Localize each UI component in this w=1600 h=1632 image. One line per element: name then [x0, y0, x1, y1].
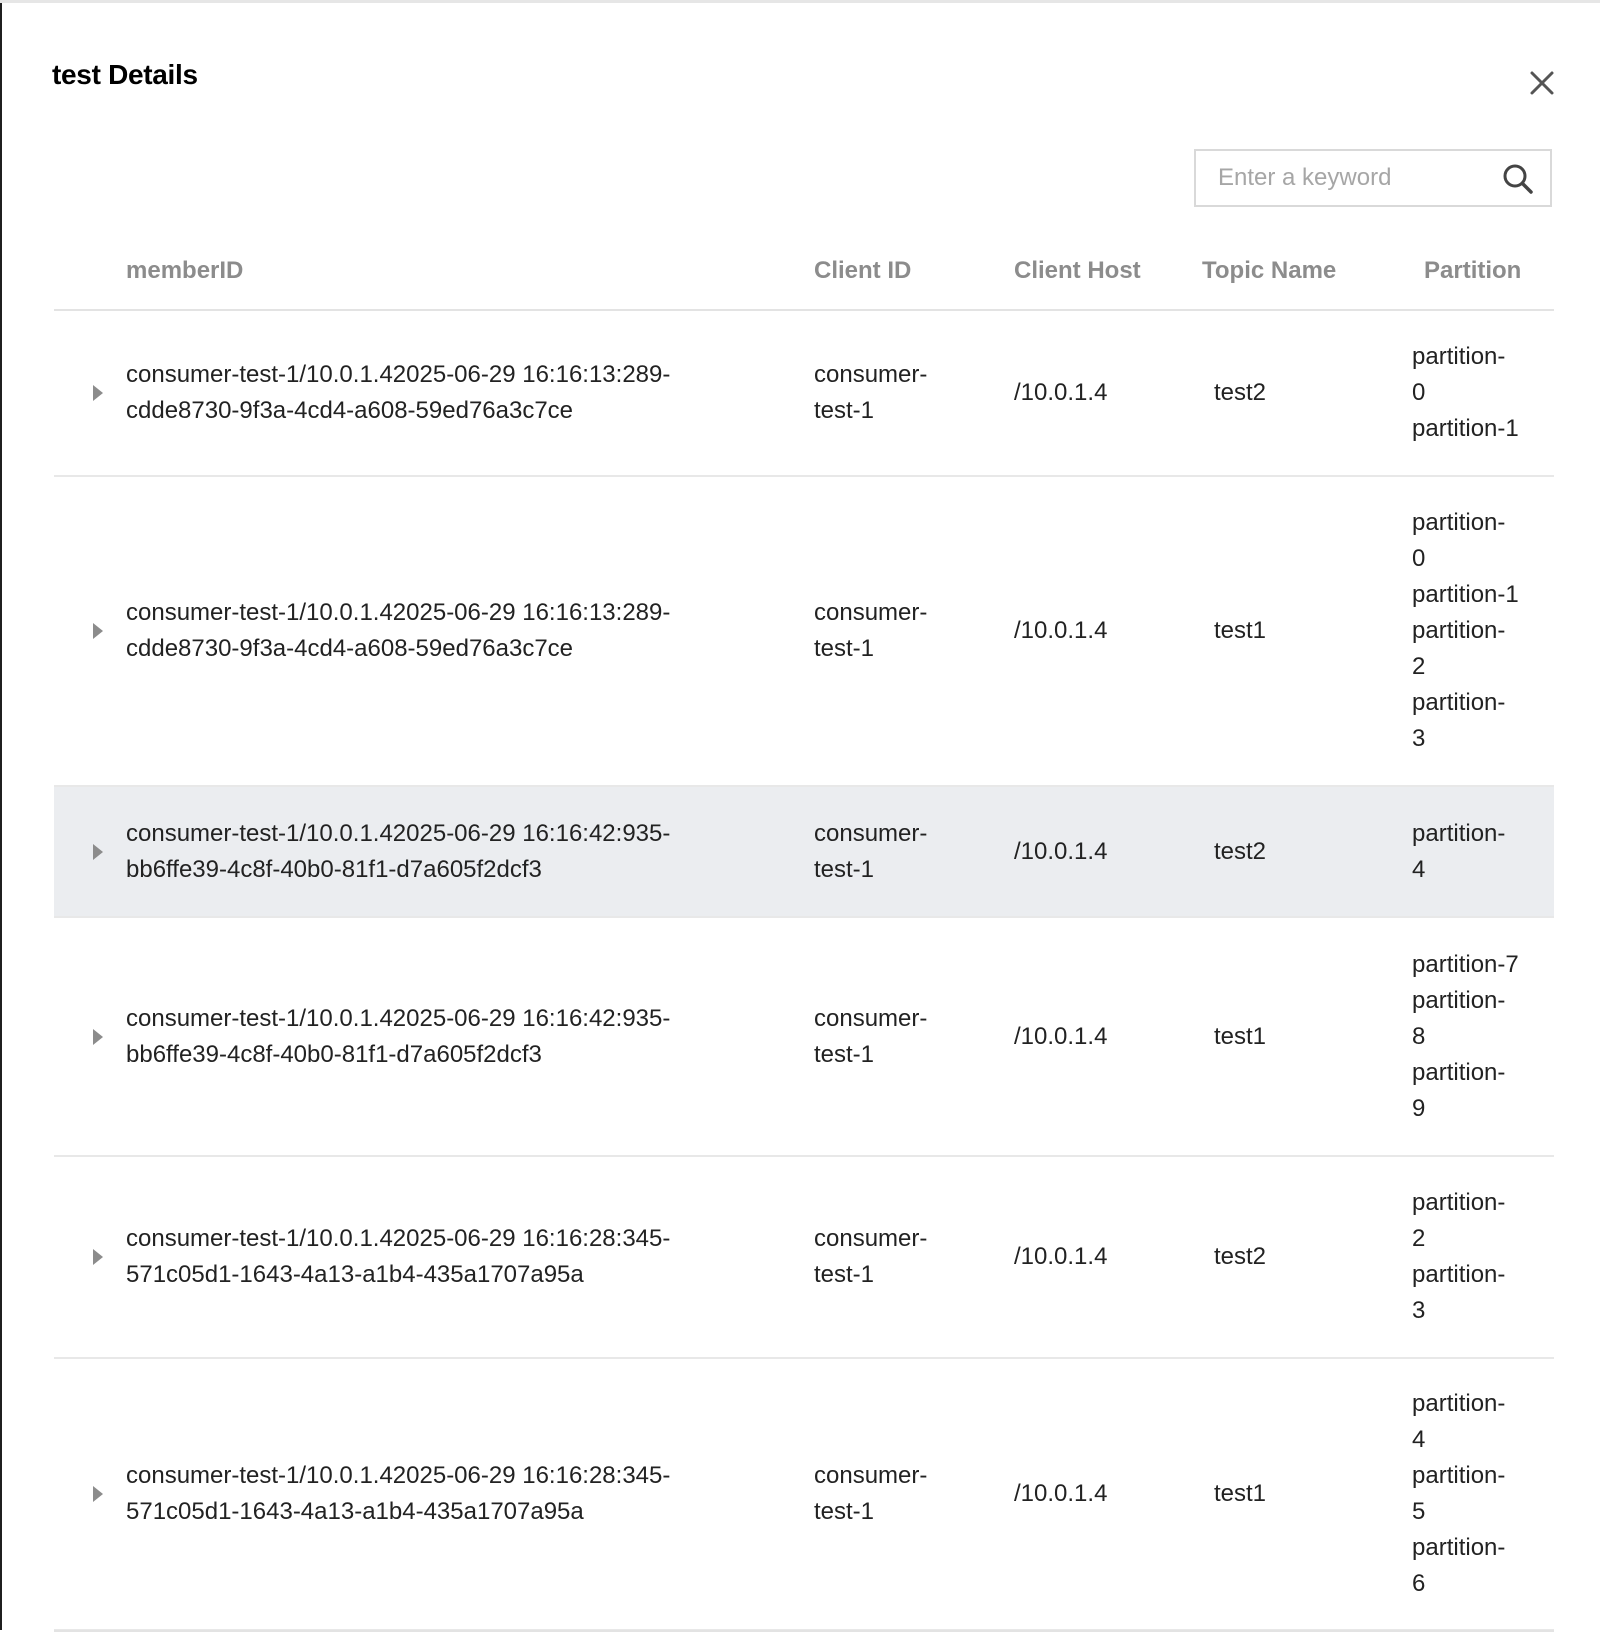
search-box [1194, 149, 1552, 207]
table-row[interactable] [54, 1359, 1554, 1631]
member-id-cell [126, 477, 766, 785]
details-dialog [2, 3, 1600, 1630]
member-id-cell-text: consumer-test-1/10.0.1.42025-06-29 16:16:42:935- bb6ffe39-4c8f-40b0-81f1-d7a605f2dcf3 [126, 1004, 671, 1068]
caret-right-icon [93, 623, 103, 639]
client-host-cell-text: /10.0.1.4 [1014, 617, 1108, 644]
client-id-cell-text: consumer- test-1 [814, 1225, 928, 1288]
table-row[interactable] [54, 1157, 1554, 1359]
client-id-cell [814, 1157, 964, 1357]
member-id-cell-text: consumer-test-1/10.0.1.42025-06-29 16:16:13:289- cdde8730-9f3a-4cd4-a608-59ed76a3c7ce [126, 599, 671, 662]
table-row[interactable] [54, 311, 1554, 477]
table-body [54, 311, 1554, 1631]
topic-name-cell-text: test1 [1214, 617, 1267, 644]
topic-name-cell [1214, 1157, 1374, 1357]
expand-row-button[interactable] [80, 787, 116, 916]
client-id-cell [814, 477, 964, 785]
client-host-cell [1014, 1157, 1194, 1357]
search-icon [1502, 163, 1534, 195]
topic-name-cell-text: test1 [1214, 1022, 1267, 1050]
partition-list [1412, 1386, 1505, 1602]
close-icon [1522, 63, 1562, 103]
expand-row-button[interactable] [80, 1157, 116, 1357]
topic-name-cell-text: test2 [1214, 1243, 1267, 1270]
member-id-cell-text: consumer-test-1/10.0.1.42025-06-29 16:16:13:289- cdde8730-9f3a-4cd4-a608-59ed76a3c7ce [126, 361, 671, 424]
partition-item: partition- 8 [1412, 986, 1506, 1050]
member-id-cell [126, 311, 766, 475]
partition-list [1412, 339, 1519, 447]
client-host-cell [1014, 918, 1194, 1155]
partition-item: partition-1 [1412, 415, 1519, 442]
client-id-cell [814, 1359, 964, 1629]
client-host-cell-text: /10.0.1.4 [1014, 837, 1108, 865]
partition-cell [1412, 477, 1542, 785]
client-host-cell [1014, 787, 1194, 916]
partition-list [1412, 947, 1519, 1127]
member-id-cell [126, 787, 766, 916]
client-id-cell [814, 311, 964, 475]
partition-item: partition- 2 [1412, 1189, 1506, 1252]
table-header [54, 233, 1554, 311]
client-id-cell-text: consumer- test-1 [814, 1004, 928, 1068]
caret-right-icon [93, 1486, 103, 1502]
partition-list [1412, 505, 1519, 757]
search-button[interactable] [1502, 163, 1534, 195]
partition-item: partition- 3 [1412, 689, 1506, 752]
topic-name-cell-text: test2 [1214, 379, 1267, 406]
close-button[interactable] [1522, 63, 1562, 103]
partition-cell [1412, 918, 1542, 1155]
partition-item: partition- 0 [1412, 509, 1506, 572]
caret-right-icon [93, 1249, 103, 1265]
member-id-cell-text: consumer-test-1/10.0.1.42025-06-29 16:16:42:935- bb6ffe39-4c8f-40b0-81f1-d7a605f2dcf3 [126, 819, 671, 883]
caret-right-icon [93, 1029, 103, 1045]
client-id-cell [814, 787, 964, 916]
partition-item: partition- 0 [1412, 343, 1506, 406]
partition-cell [1412, 1157, 1542, 1357]
expand-row-button[interactable] [80, 918, 116, 1155]
topic-name-cell [1214, 1359, 1374, 1629]
member-id-cell [126, 1359, 766, 1629]
table-row[interactable] [54, 477, 1554, 787]
column-header-client-id: Client ID [814, 257, 912, 284]
table-row[interactable] [54, 918, 1554, 1157]
partition-item: partition-7 [1412, 950, 1519, 978]
topic-name-cell [1214, 918, 1374, 1155]
client-id-cell [814, 918, 964, 1155]
client-id-cell-text: consumer- test-1 [814, 819, 928, 883]
partition-list [1412, 816, 1505, 888]
partition-cell [1412, 311, 1542, 475]
table-row[interactable] [54, 787, 1554, 918]
column-header-member-id: memberID [126, 257, 244, 284]
dialog-title: test Details [52, 59, 198, 90]
client-host-cell [1014, 311, 1194, 475]
client-host-cell-text: /10.0.1.4 [1014, 1480, 1108, 1507]
topic-name-cell [1214, 477, 1374, 785]
caret-right-icon [93, 844, 103, 860]
client-id-cell-text: consumer- test-1 [814, 1462, 928, 1525]
client-host-cell [1014, 1359, 1194, 1629]
partition-cell [1412, 787, 1542, 916]
member-id-cell-text: consumer-test-1/10.0.1.42025-06-29 16:16:28:345- 571c05d1-1643-4a13-a1b4-435a1707a95a [126, 1462, 671, 1525]
client-host-cell [1014, 477, 1194, 785]
topic-name-cell-text: test1 [1214, 1480, 1267, 1507]
member-id-cell [126, 1157, 766, 1357]
partition-item: partition- 6 [1412, 1534, 1506, 1597]
partition-item: partition- 3 [1412, 1261, 1506, 1324]
client-id-cell-text: consumer- test-1 [814, 599, 928, 662]
member-id-cell [126, 918, 766, 1155]
column-header-topic-name: Topic Name [1202, 257, 1337, 284]
partition-item: partition- 5 [1412, 1462, 1506, 1525]
members-table [54, 233, 1554, 1631]
expand-row-button[interactable] [80, 1359, 116, 1629]
topic-name-cell-text: test2 [1214, 837, 1267, 865]
column-header-client-host: Client Host [1014, 257, 1141, 284]
partition-item: partition- 2 [1412, 617, 1506, 680]
client-host-cell-text: /10.0.1.4 [1014, 379, 1108, 406]
column-header-partition: Partition [1424, 257, 1522, 284]
partition-item: partition- 9 [1412, 1058, 1506, 1122]
partition-item: partition- 4 [1412, 1390, 1506, 1453]
expand-row-button[interactable] [80, 311, 116, 475]
topic-name-cell [1214, 787, 1374, 916]
expand-row-button[interactable] [80, 477, 116, 785]
client-id-cell-text: consumer- test-1 [814, 361, 928, 424]
member-id-cell-text: consumer-test-1/10.0.1.42025-06-29 16:16:28:345- 571c05d1-1643-4a13-a1b4-435a1707a95a [126, 1225, 671, 1288]
partition-list [1412, 1185, 1505, 1329]
topic-name-cell [1214, 311, 1374, 475]
partition-cell [1412, 1359, 1542, 1629]
partition-item: partition-1 [1412, 581, 1519, 608]
search-input[interactable] [1196, 151, 1492, 205]
client-host-cell-text: /10.0.1.4 [1014, 1243, 1108, 1270]
caret-right-icon [93, 385, 103, 401]
partition-item: partition- 4 [1412, 819, 1506, 883]
client-host-cell-text: /10.0.1.4 [1014, 1022, 1108, 1050]
